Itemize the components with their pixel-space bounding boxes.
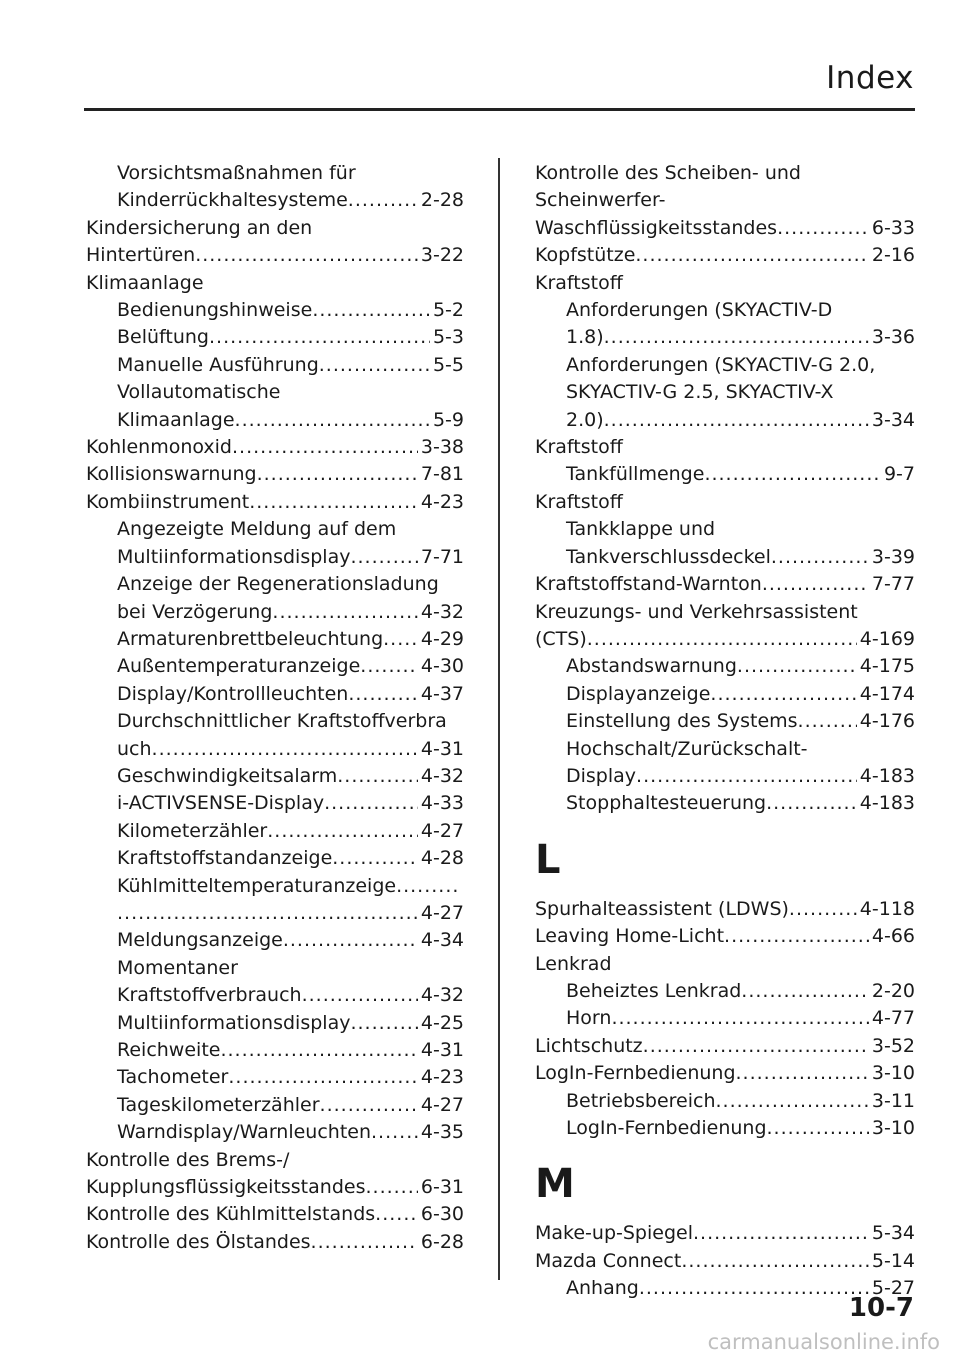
dot-leader [311,1229,418,1256]
entry-page-ref: 4-183 [859,792,915,815]
entry-term: bei Verzögerung [117,600,273,623]
section-letter: M [535,1161,575,1208]
index-entry [86,1229,464,1256]
entry-term: Kraftstoffstand-Warnton [535,573,762,596]
index-subentry [86,1037,464,1064]
index-entry [535,626,915,653]
dot-leader [360,653,418,680]
dot-leader [375,1201,418,1228]
dot-leader [257,461,418,488]
entry-term: 1.8) [566,326,604,349]
dot-leader [383,626,418,653]
entry-page-ref: 4-66 [871,925,915,948]
entry-page-ref: 3-38 [420,436,464,459]
entry-page-ref: 4-27 [420,1093,464,1116]
dot-leader [235,407,430,434]
entry-term: Multiinformationsdisplay [117,545,351,568]
entry-term: Geschwindigkeitsalarm [117,764,338,787]
entry-term: Meldungsanzeige [117,929,283,952]
entry-term: Außentemperaturanzeige [117,655,361,678]
entry-page-ref: 6-33 [871,216,915,239]
index-entry [86,1174,464,1201]
entry-page-ref: 4-31 [420,1039,464,1061]
index-subentry [86,790,464,817]
dot-leader [209,324,430,351]
entry-term: Display [566,764,637,787]
entry-term: Einstellung des Systems [566,710,798,733]
index-entry [535,571,915,598]
entry-page-ref: 3-36 [871,326,915,349]
dot-leader [789,896,857,923]
index-column-right [535,160,915,1303]
dot-leader [249,489,418,516]
entry-term: Make-up-Spiegel [535,1222,693,1245]
entry-page-ref: 4-23 [420,490,464,513]
entry-term: Kühlmitteltemperaturanzeige [117,874,397,897]
entry-page-ref: 6-31 [420,1176,464,1199]
index-entry [86,242,464,269]
dot-leader [766,790,857,817]
index-entry [535,242,915,269]
entry-page-ref: 3-10 [871,1062,915,1085]
entry-page-ref: 4-175 [859,655,915,678]
index-entry [86,489,464,516]
dot-leader [396,873,461,900]
index-subentry [535,324,915,351]
dot-leader [332,845,418,872]
index-subentry [535,461,915,488]
entry-term: Lichtschutz [535,1034,643,1057]
index-subentry-line: Anzeige der Regenerationsladung [117,573,439,596]
entry-term: Kraftstoffverbrauch [117,984,302,1007]
entry-term: Display/Kontrollleuchten [117,682,349,705]
entry-term: Stopphaltesteuerung [566,792,767,815]
dot-leader [283,927,418,954]
entry-term: Tankverschlussdeckel [566,545,771,568]
entry-page-ref: 3-10 [871,1117,915,1139]
index-subentry [535,407,915,434]
entry-term: Klimaanlage [117,408,235,431]
index-subentry [86,1064,464,1091]
dot-leader [350,1010,417,1037]
entry-term: LogIn-Fernbedienung [535,1062,736,1085]
dot-leader [767,1115,869,1142]
index-subentry [86,845,464,872]
entry-term: Spurhalteassistent (LDWS) [535,897,789,920]
entry-page-ref: 4-176 [859,710,915,733]
entry-page-ref: 2-16 [871,244,915,267]
index-subentry [86,1119,464,1146]
index-subentry [86,1092,464,1119]
index-subentry [535,978,915,1005]
index-subentry [86,407,464,434]
column-divider [498,158,500,1280]
index-subentry [86,900,464,927]
index-subentry [535,1005,915,1032]
index-entry [535,1248,915,1275]
dot-leader [710,681,856,708]
index-entry [535,923,915,950]
entry-page-ref: 4-32 [420,984,464,1007]
index-entry [535,1033,915,1060]
entry-term: Horn [566,1007,612,1030]
index-subentry-line: Angezeigte Meldung auf dem [117,518,397,541]
index-subentry-line: Durchschnittlicher Kraftstoffverbra [117,710,447,733]
entry-page-ref: 5-2 [432,299,464,322]
dot-leader [611,1005,868,1032]
entry-term: Beheiztes Lenkrad [566,979,742,1002]
entry-page-ref: 4-35 [420,1121,464,1144]
index-entry-line: Kontrolle des Brems-/ [86,1148,290,1171]
index-subentry-line: Tankklappe und [566,518,716,541]
dot-leader [635,242,868,269]
dot-leader [232,434,418,461]
entry-term: Betriebsbereich [566,1089,716,1112]
index-entry-line: Scheinwerfer- [535,189,666,212]
entry-term: Kollisionswarnung [86,463,257,486]
dot-leader [741,978,869,1005]
entry-term: Anhang [566,1277,639,1300]
entry-page-ref: 4-25 [420,1011,464,1034]
dot-leader [693,1220,869,1247]
index-subentry [86,653,464,680]
entry-page-ref: 3-34 [871,408,915,431]
index-entry [86,1201,464,1228]
entry-term: Tankfüllmenge [566,463,705,486]
index-entry-line: Kindersicherung an den [86,216,313,239]
index-subentry [535,1115,915,1142]
entry-page-ref: 4-37 [420,682,464,705]
index-subentry [86,297,464,324]
entry-page-ref: 9-7 [883,463,915,486]
entry-term: Abstandswarnung [566,655,737,678]
dot-leader [724,923,869,950]
dot-leader [272,599,417,626]
entry-page-ref: 4-34 [420,929,464,952]
dot-leader [771,544,869,571]
entry-term: Kinderrückhaltesysteme [117,189,348,212]
entry-term: (CTS) [535,627,587,650]
dot-leader [152,736,418,763]
index-entry-line: Kraftstoff [535,436,623,459]
dot-leader [643,1033,869,1060]
entry-page-ref: 4-28 [420,847,464,870]
dot-leader [365,1174,417,1201]
dot-leader [762,571,869,598]
entry-page-ref: 5-5 [432,353,464,376]
index-subentry-line: Hochschalt/Zurückschalt- [566,737,808,760]
entry-page-ref: 3-11 [871,1089,915,1112]
entry-page-ref: 4-118 [859,897,915,920]
entry-term: Tageskilometerzähler [117,1093,320,1116]
index-entry [86,434,464,461]
entry-page-ref: 4-33 [420,792,464,815]
index-subentry-line: Anforderungen (SKYACTIV-D [566,299,833,322]
section-letter: L [535,836,561,883]
dot-leader [587,626,857,653]
entry-page-ref: 5-9 [432,408,464,431]
entry-page-ref: 4-169 [859,627,915,650]
entry-term: Kontrolle des Ölstandes [86,1230,311,1253]
dot-leader [604,324,869,351]
index-subentry [535,763,915,790]
dot-leader [371,1119,418,1146]
index-subentry-line: Momentaner [117,956,238,979]
index-subentry [86,873,464,900]
index-subentry [86,927,464,954]
entry-page-ref: 7-77 [871,573,915,596]
entry-page-ref: 7-81 [420,463,464,486]
entry-page-ref: 2-20 [871,979,915,1002]
entry-term: Bedienungshinweise [117,299,313,322]
dot-leader [320,1092,418,1119]
entry-page-ref: 5-3 [432,326,464,349]
index-subentry [86,763,464,790]
entry-term: Kilometerzähler [117,819,268,842]
entry-page-ref: 3-39 [871,545,915,568]
entry-term: 2.0) [566,408,604,431]
index-entry [535,215,915,242]
index-subentry [86,544,464,571]
entry-term: Belüftung [117,326,209,349]
index-subentry [86,626,464,653]
entry-page-ref: 4-27 [420,901,464,924]
entry-term: Waschflüssigkeitsstandes [535,216,778,239]
entry-page-ref: 5-34 [871,1222,915,1245]
entry-page-ref: 2-28 [420,189,464,212]
index-subentry-line: Anforderungen (SKYACTIV-G 2.0, [566,353,876,376]
index-subentry [535,1088,915,1115]
dot-leader [348,187,418,214]
dot-leader [704,461,881,488]
index-entry-line: Kontrolle des Scheiben- und [535,162,801,184]
entry-page-ref: 4-77 [871,1007,915,1030]
dot-leader [737,653,857,680]
dot-leader [639,1275,869,1302]
entry-page-ref: 5-27 [871,1277,915,1300]
entry-term: Kohlenmonoxid [86,436,232,459]
entry-term: Leaving Home-Licht [535,925,725,948]
index-entry-line: Lenkrad [535,952,612,975]
entry-page-ref: 4-32 [420,764,464,787]
entry-term: Tachometer [117,1066,229,1089]
entry-term: Mazda Connect [535,1249,682,1272]
entry-page-ref: 4-23 [420,1066,464,1089]
index-entry [535,1060,915,1087]
dot-leader [195,242,418,269]
entry-term: Kopfstütze [535,244,636,267]
entry-page-ref: 6-28 [420,1230,464,1253]
dot-leader [228,1064,418,1091]
dot-leader [324,790,418,817]
dot-leader [736,1060,869,1087]
index-subentry [86,681,464,708]
dot-leader [348,681,418,708]
dot-leader [636,763,857,790]
entry-page-ref: 4-174 [859,682,915,705]
index-entry [86,461,464,488]
entry-page-ref: 4-32 [420,600,464,623]
index-subentry [535,790,915,817]
index-subentry-line: SKYACTIV-G 2.5, SKYACTIV-X [566,381,834,404]
entry-term: Kraftstoffstandanzeige [117,847,333,870]
entry-page-ref: 4-29 [420,627,464,650]
index-entry-line: Klimaanlage [86,271,204,294]
index-entry [535,1220,915,1247]
index-subentry [535,681,915,708]
dot-leader [798,708,857,735]
entry-term: LogIn-Fernbedienung [566,1117,767,1139]
page-number: 10-7 [848,1293,914,1323]
dot-leader [312,297,430,324]
index-subentry [86,736,464,763]
dot-leader [350,544,417,571]
entry-page-ref: 4-30 [420,655,464,678]
entry-term: Reichweite [117,1039,221,1061]
index-subentry [535,653,915,680]
index-subentry [535,708,915,735]
entry-term: Hintertüren [86,244,196,267]
dot-leader [319,352,430,379]
dot-leader [777,215,869,242]
dot-leader [604,407,869,434]
entry-term: Displayanzeige [566,682,711,705]
index-entry-line: Kraftstoff [535,271,623,294]
entry-page-ref: 4-183 [859,764,915,787]
index-subentry [86,982,464,1009]
entry-term: uch [117,737,152,760]
entry-term: Warndisplay/Warnleuchten [117,1121,372,1144]
index-subentry [86,352,464,379]
index-subentry-line: Vollautomatische [117,381,281,404]
header-rule [84,108,915,111]
index-entry [535,896,915,923]
entry-page-ref: 7-71 [420,545,464,568]
index-entry-line: Kraftstoff [535,490,623,513]
entry-page-ref: 5-14 [871,1249,915,1272]
entry-term: Kupplungsflüssigkeitsstandes [86,1176,366,1199]
index-subentry-line: Vorsichtsmaßnahmen für [117,162,356,184]
index-column-left [86,160,464,1256]
watermark-text: carmanualsonline.info [707,1330,940,1354]
index-subentry [86,1010,464,1037]
index-entry-line: Kreuzungs- und Verkehrsassistent [535,600,858,623]
index-subentry [86,818,464,845]
index-subentry [535,544,915,571]
dot-leader [267,818,418,845]
entry-page-ref: 4-31 [420,737,464,760]
page-header-title: Index [826,60,914,96]
entry-term: Kontrolle des Kühlmittelstands [86,1203,376,1226]
entry-term: Multiinformationsdisplay [117,1011,351,1034]
index-subentry [86,187,464,214]
entry-term: i-ACTIVSENSE-Display [117,792,325,815]
index-subentry [86,324,464,351]
dot-leader [681,1248,869,1275]
dot-leader [117,900,418,927]
dot-leader [716,1088,869,1115]
entry-page-ref: 4-27 [420,819,464,842]
index-subentry [86,599,464,626]
entry-term: Manuelle Ausführung [117,353,319,376]
dot-leader [220,1037,417,1064]
entry-page-ref: 3-22 [420,244,464,267]
entry-page-ref: 3-52 [871,1034,915,1057]
dot-leader [302,982,418,1009]
entry-term: Kombiinstrument [86,490,250,513]
dot-leader [337,763,418,790]
entry-term: Armaturenbrettbeleuchtung [117,627,384,650]
entry-page-ref: 6-30 [420,1203,464,1226]
